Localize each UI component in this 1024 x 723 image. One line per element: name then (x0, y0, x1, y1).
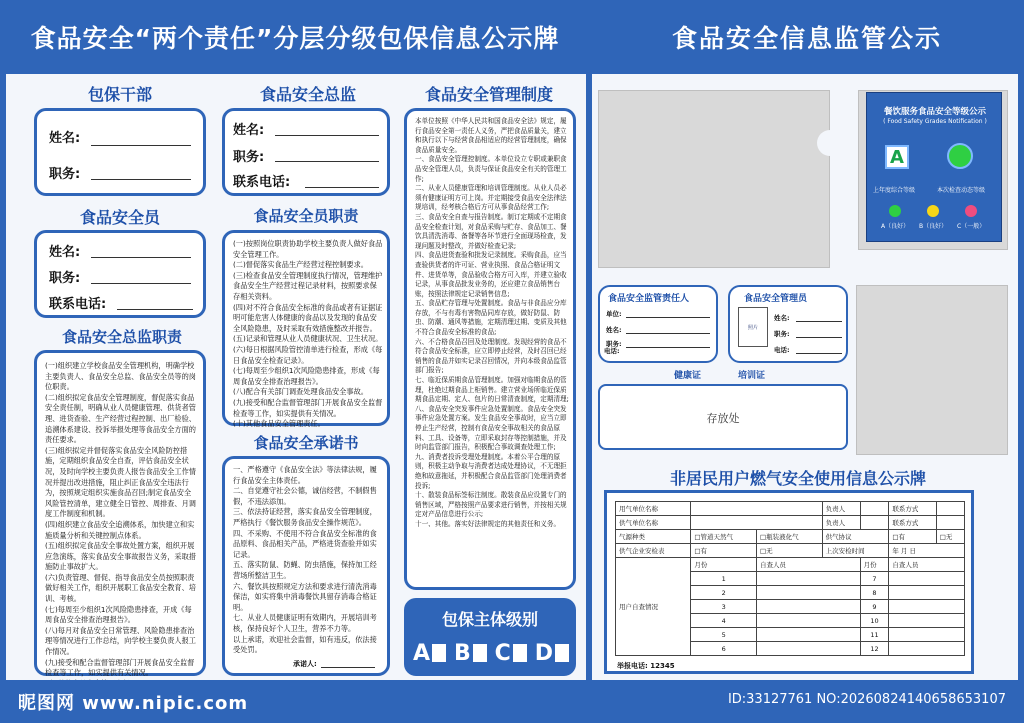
gas-no-2: □无 (756, 544, 822, 558)
grade-right-caption: 本次检查动态等级 (937, 187, 986, 194)
baobao-level-title: 包保主体级别 (441, 610, 538, 629)
training-cert-label: 培训证 (738, 371, 766, 381)
gas-date: 年 月 日 (889, 544, 965, 558)
director-duty-paragraph: (九)接受和配合监督管理部门开展食品安全监督检查等工作，如实提供有关情况。 (45, 657, 195, 678)
gas-safety-device: 供气企业安检表 (616, 544, 691, 558)
month-right: 8 (860, 586, 889, 600)
month-right: 9 (860, 600, 889, 614)
month-right: 11 (860, 628, 889, 642)
officer-duty-label: 职务: (49, 271, 81, 286)
level-option[interactable] (454, 639, 487, 667)
food-director-title: 食品安全总监 (259, 85, 356, 104)
commitment-text (233, 465, 383, 655)
responsible-duty: 职务: (606, 340, 622, 348)
cadre-name-line (91, 145, 191, 146)
manager-name: 姓名: (774, 314, 790, 322)
commitment-paragraph: 二、自觉遵守社会公德，诚信经营，不制假售假，不违法添加。 (233, 486, 377, 506)
responsible-name: 姓名: (606, 326, 622, 334)
officer-duty-paragraph: (七)每周至少组织1次风险隐患排查，形成《每周食品安全排查治理报告》。 (233, 366, 380, 386)
director-duty-paragraph: (八)每月对食品安全日常管理、风险隐患排查治理等情况进行工作总结，向学校主要负责人报工作情况。 (45, 625, 196, 657)
commitment-box (222, 456, 390, 676)
director-duty-label: 职务: (233, 150, 265, 165)
gas-no-1: □无 (936, 530, 964, 544)
gas-supply-unit: 供气单位名称 (616, 516, 691, 530)
commitment-paragraph: 七、从业人员健康证明有效期内，开展培训考核，保持良好个人卫生，营养不力等。 (233, 613, 377, 633)
officer-phone-line (117, 309, 193, 310)
level-letter: C (494, 640, 511, 666)
gas-agreement: 供气协议 (822, 530, 889, 544)
mgmt-system-paragraph: 一、食品安全管理控制度。本单位设立专职或兼职食品安全管理人员，负责与保证食品安全有关的管理工作; (415, 155, 567, 183)
level-checkbox[interactable] (432, 644, 446, 662)
smile-good-icon (889, 205, 901, 217)
report-label-text: 举报电话: (617, 662, 648, 670)
checker-header-2: 自查人员 (889, 558, 965, 572)
mgmt-system-paragraph: 九、消费者投诉受理处理制度。本着公平合理的原则，积极主动争取与消费者达成处理协议，不无理拒绝和故意拖延，并积极配合食品监管部门处理消费者投诉; (415, 452, 567, 490)
watermark-logo: 昵图网 www.nipic.com (18, 693, 249, 714)
commitment-paragraph: 一、严格遵守《食品安全法》等法律法规，履行食品安全主体责任。 (233, 465, 377, 485)
mgmt-system-paragraph: 五、食品贮存管理与处置制度。食品与非食品应分库存放，不与有毒有害物品同库存放，做好防鼠、防虫、防潮、通风等措施，定期清理过期、变质及其他不符合食品安全标准的食品; (415, 299, 567, 337)
month-left: 3 (691, 600, 757, 614)
gas-type: 气源种类 (616, 530, 691, 544)
officer-name-line (91, 257, 191, 258)
baobao-cadre-title: 包保干部 (87, 85, 152, 104)
smile-fair-icon (965, 205, 977, 217)
mgmt-system-text (415, 117, 569, 587)
mgmt-system-paragraph: 六、不合格食品召回及处理制度。发现经营的食品不符合食品安全标准，应立即停止经营，及时召回已经销售的食品并如实记录召回情况，并向本级食品监管部门报告; (415, 337, 567, 375)
license-photo-area (598, 90, 830, 268)
commitment-title: 食品安全承诺书 (253, 434, 359, 452)
officer-duties-title: 食品安全员职责 (253, 207, 359, 225)
green-smile-icon (947, 143, 973, 169)
mgmt-system-paragraph: 十一、其他。落实好法律规定的其他责任和义务。 (415, 519, 561, 528)
officer-duty-paragraph: (二)督促落实食品生产经营过程控制要求。 (233, 260, 368, 270)
gas-bottle: □瓶装液化气 (756, 530, 822, 544)
report-phone: 12345 (650, 662, 675, 670)
director-name-label: 姓名: (233, 123, 265, 138)
mgmt-system-paragraph: 八、食品安全突发事件应急处置制度。食品安全突发事件应急处置方案。发生食品安全事故时，应当立即停止生产经营，控制有食品安全事故相关的食品原料、工具、设备等，立即采取封存等控制措施，并及时向监管部门报告，积极配合事故调查处理工作; (415, 404, 567, 452)
officer-duties-box (222, 230, 390, 429)
level-checkbox[interactable] (555, 644, 569, 662)
mgmt-system-box (404, 108, 576, 590)
director-duty-line (275, 161, 379, 162)
mgmt-system-paragraph: 二、从业人员健康管理和培训管理制度。从业人员必须有健康证明方可上岗。并定期接受食品安全法律法规培训，经考核合格后方可从事食品经营工作; (415, 184, 567, 212)
mgmt-system-title: 食品安全管理制度 (424, 85, 553, 104)
signer-label: 承诺人: (293, 660, 317, 668)
manager-box (728, 285, 848, 363)
gas-last-check: 上次安检时间 (822, 544, 889, 558)
resp-unit-line (626, 317, 710, 318)
gas-contact-1: 联系方式 (889, 502, 936, 516)
director-duty-paragraph: (五)组织拟定食品安全事故处置方案，组织开展应急演练，落实食品安全事故报告义务，采取措施防止事故扩大。 (45, 541, 196, 572)
director-duty-paragraph: (一)组织建立学校食品安全管理机构，明确学校主要负责人、食品安全总监、食品安全员等的岗位职责。 (45, 361, 196, 392)
responsible-phone: 电话: (604, 347, 620, 355)
mgmt-system-paragraph: 四、食品进货查验和批发记录制度。采购食品，应当查验供货者的许可证、营业执照、食品合格证明文件、进货单等，食品验收合格方可入库，并建立验收记录，从事食品批发业务的，还应建立食品销售台账，按照法律规定记录销售信息; (415, 251, 567, 298)
gas-contact-2: 联系方式 (889, 516, 936, 530)
grade-card (866, 92, 1002, 242)
director-phone-label: 联系电话: (233, 175, 291, 190)
gas-table-box (604, 490, 974, 674)
level-letter: B (453, 640, 471, 666)
gas-pipe: □管道天然气 (691, 530, 757, 544)
officer-duty-paragraph: (六)每日根据风险管控清单进行检查，形成《每日食品安全检查记录》。 (233, 344, 383, 365)
mgr-name-line (796, 321, 842, 322)
gas-yes-2: □有 (691, 544, 757, 558)
officer-duty-line (91, 283, 191, 284)
signer-line (321, 667, 375, 668)
gas-user-unit: 用气单位名称 (616, 502, 691, 516)
gas-table (615, 501, 965, 656)
month-right: 7 (860, 572, 889, 586)
notch-1 (817, 130, 843, 156)
right-header-title: 食品安全信息监管公示 (590, 0, 1024, 74)
officer-duty-paragraph: (十)其他食品安全管理责任。 (233, 419, 325, 429)
director-duty-paragraph: (二)组织拟定食品安全管理制度，督促落实食品安全责任制，明确从业人员健康管理、供货者管理、进货查验、生产经营过程控制、出厂检验、追溯体系建设、投诉举报处理等食品安全方面的责任要求。 (45, 392, 196, 445)
officer-duties-text (233, 239, 383, 429)
director-duties-text (45, 361, 197, 678)
director-duty-paragraph: (六)负责管理、督促、指导食品安全员按照职责做好相关工作，组织开展职工食品安全教育、培训、考核。 (45, 572, 196, 604)
cadre-name-label: 姓名: (49, 131, 81, 146)
watermark-id: ID:33127761 NO:20260824140658653107 (727, 692, 1006, 707)
manager-photo: 照片 (738, 307, 768, 347)
mgr-duty-line (796, 337, 842, 338)
mgmt-system-paragraph: 十、散装食品标签标注制度。散装食品应设置专门的销售区域，严格按照产品要求进行销售，并按相关规定对产品信息进行公示; (415, 491, 567, 519)
checker-header: 自查人员 (756, 558, 860, 572)
level-checkbox[interactable] (473, 644, 487, 662)
notch-2 (918, 255, 944, 281)
month-left: 1 (691, 572, 757, 586)
mgmt-system-paragraph: 三、食品安全自查与报告制度。制订定期或不定期食品安全检查计划，对食品采购与贮存、食品加工、餐饮具清洗消毒、备餐等各环节进行全面现场检查，发现问题及时整改，并做好检查记录; (415, 212, 567, 250)
officer-duty-paragraph: (九)接受和配合监督管理部门开展食品安全监督检查等工作，如实提供有关情况。 (233, 397, 383, 418)
responsible-unit: 单位: (606, 310, 622, 318)
month-right: 12 (860, 642, 889, 656)
commitment-paragraph: 四、不采购、不使用不符合食品安全标准的食品原料、食品相关产品，严格进货查验并如实记录。 (233, 528, 377, 559)
month-right: 10 (860, 614, 889, 628)
officer-duty-paragraph: (三)检查食品安全管理制度执行情况，管理维护食品安全生产经营过程记录材料，按照要求保存相关资料。 (233, 270, 383, 301)
commitment-paragraph: 五、落实防鼠、防蝇、防虫措施，保持加工经营场所整洁卫生。 (233, 560, 377, 580)
month-header-2: 月份 (860, 558, 889, 572)
officer-phone-label: 联系电话: (49, 297, 107, 312)
left-header-title: 食品安全“两个责任”分层分级包保信息公示牌 (0, 0, 590, 74)
mgmt-system-paragraph: 七、临近保质期食品管理制度。加强对临期食品的管理，杜绝过期食品上柜销售。建立营业场所临近保质期食品定期、定人、包片的日常清查制度，定期清理; (415, 376, 569, 404)
month-left: 6 (691, 642, 757, 656)
level-option[interactable] (535, 639, 569, 667)
officer-duty-paragraph: (一)按照岗位职责协助学校主要负责人做好食品安全管理工作。 (233, 239, 383, 259)
level-checkbox[interactable] (513, 644, 527, 662)
baobao-level-options (413, 639, 569, 667)
storage-label: 存放处 (706, 412, 740, 425)
officer-name-label: 姓名: (49, 245, 81, 260)
officer-duty-paragraph: (四)对不符合食品安全标准的食品或者有证据证明可能危害人体健康的食品以及发现的食品安全风险隐患，及时采取有效措施整改并报告。 (233, 302, 383, 333)
grade-card-title: 餐饮服务食品安全等级公示 (883, 107, 986, 117)
grade-left-caption: 上年度综合等级 (873, 187, 916, 194)
health-cert-label: 健康证 (674, 371, 702, 381)
food-officer-box (34, 230, 206, 318)
level-option[interactable] (413, 639, 446, 667)
level-letter: D (534, 640, 553, 666)
report-label (617, 661, 675, 671)
director-name-line (275, 135, 379, 136)
food-director-box (222, 108, 390, 196)
officer-duty-paragraph: (五)记录和管理从业人员健康状况、卫生状况。 (233, 334, 383, 344)
grade-card-subtitle: ( Food Safety Grades Notification ) (883, 118, 987, 125)
mgr-phone-line (796, 353, 842, 354)
month-left: 4 (691, 614, 757, 628)
level-letter: A (413, 640, 431, 666)
cadre-duty-line (91, 179, 191, 180)
level-a: A（良好） (881, 223, 910, 230)
food-officer-title: 食品安全员 (79, 208, 160, 227)
commitment-paragraph: 以上承诺，欢迎社会监督，如有违反，依法接受处罚。 (233, 634, 377, 655)
cadre-duty-label: 职务: (49, 167, 81, 182)
gas-yes-1: □有 (889, 530, 936, 544)
manager-phone: 电话: (774, 346, 790, 354)
baobao-level-box (404, 598, 576, 676)
grade-letter: A (885, 145, 909, 169)
commitment-paragraph: 六、餐饮具按照规定方法和要求进行清洗消毒保洁，如实将集中消毒餐饮具留存消毒合格证明。 (233, 581, 377, 612)
cert-photo-area (856, 285, 1008, 455)
mgmt-system-paragraph: 本单位按照《中华人民共和国食品安全法》规定，履行食品安全第一责任人义务，严把食品质量关，建立和执行以下与经营食品相适应的经营管理制度，确保食品质量安全。 (415, 117, 567, 154)
resp-name-line (626, 333, 710, 334)
gas-title: 非居民用户燃气安全使用信息公示牌 (669, 469, 926, 488)
manager-title: 食品安全管理员 (744, 294, 808, 304)
manager-duty: 职务: (774, 330, 790, 338)
director-duty-paragraph: (三)组织拟定并督促落实食品安全风险防控措施，定期组织食品安全自查，评估食品安全状况，及时向学校主要负责人报告食品安全工作情况并提出改进措施，阻止纠正食品安全违法行为，按照规定组织实施食品召回;制定食品安全风险管控清单，建立健全日管控、周排查、月调度工作制度和机制。 (45, 445, 196, 519)
commitment-paragraph: 三、依法持证经营，落实食品安全管理制度，严格执行《餐饮服务食品安全操作规范》。 (233, 507, 377, 527)
gas-owner-1: 负责人 (822, 502, 860, 516)
cert-storage-box (598, 384, 848, 450)
director-duty-paragraph: (四)组织建立食品安全追溯体系，加快建立和实施质量分析和关键控制点体系。 (45, 519, 195, 540)
level-c: C（一般） (957, 223, 986, 230)
director-duties-title: 食品安全总监职责 (61, 328, 182, 346)
month-left: 5 (691, 628, 757, 642)
responsible-title: 食品安全监管责任人 (608, 294, 690, 304)
month-left: 2 (691, 586, 757, 600)
baobao-cadre-box (34, 108, 206, 196)
officer-duty-paragraph: (八)配合有关部门调查处理食品安全事故。 (233, 387, 368, 397)
smile-ok-icon (927, 205, 939, 217)
footer (0, 680, 1024, 723)
gas-owner-2: 负责人 (822, 516, 860, 530)
self-check-label: 用户自查情况 (616, 558, 691, 656)
director-phone-line (305, 187, 379, 188)
level-b: B（良好） (919, 223, 948, 230)
resp-duty-line (626, 347, 710, 348)
director-duties-box (34, 350, 206, 676)
director-duty-paragraph: (七)每周至少组织1次风险隐患排查，开成《每周食品安全排查治理报告》。 (45, 604, 192, 625)
month-header: 月份 (691, 558, 757, 572)
level-option[interactable] (495, 639, 527, 667)
